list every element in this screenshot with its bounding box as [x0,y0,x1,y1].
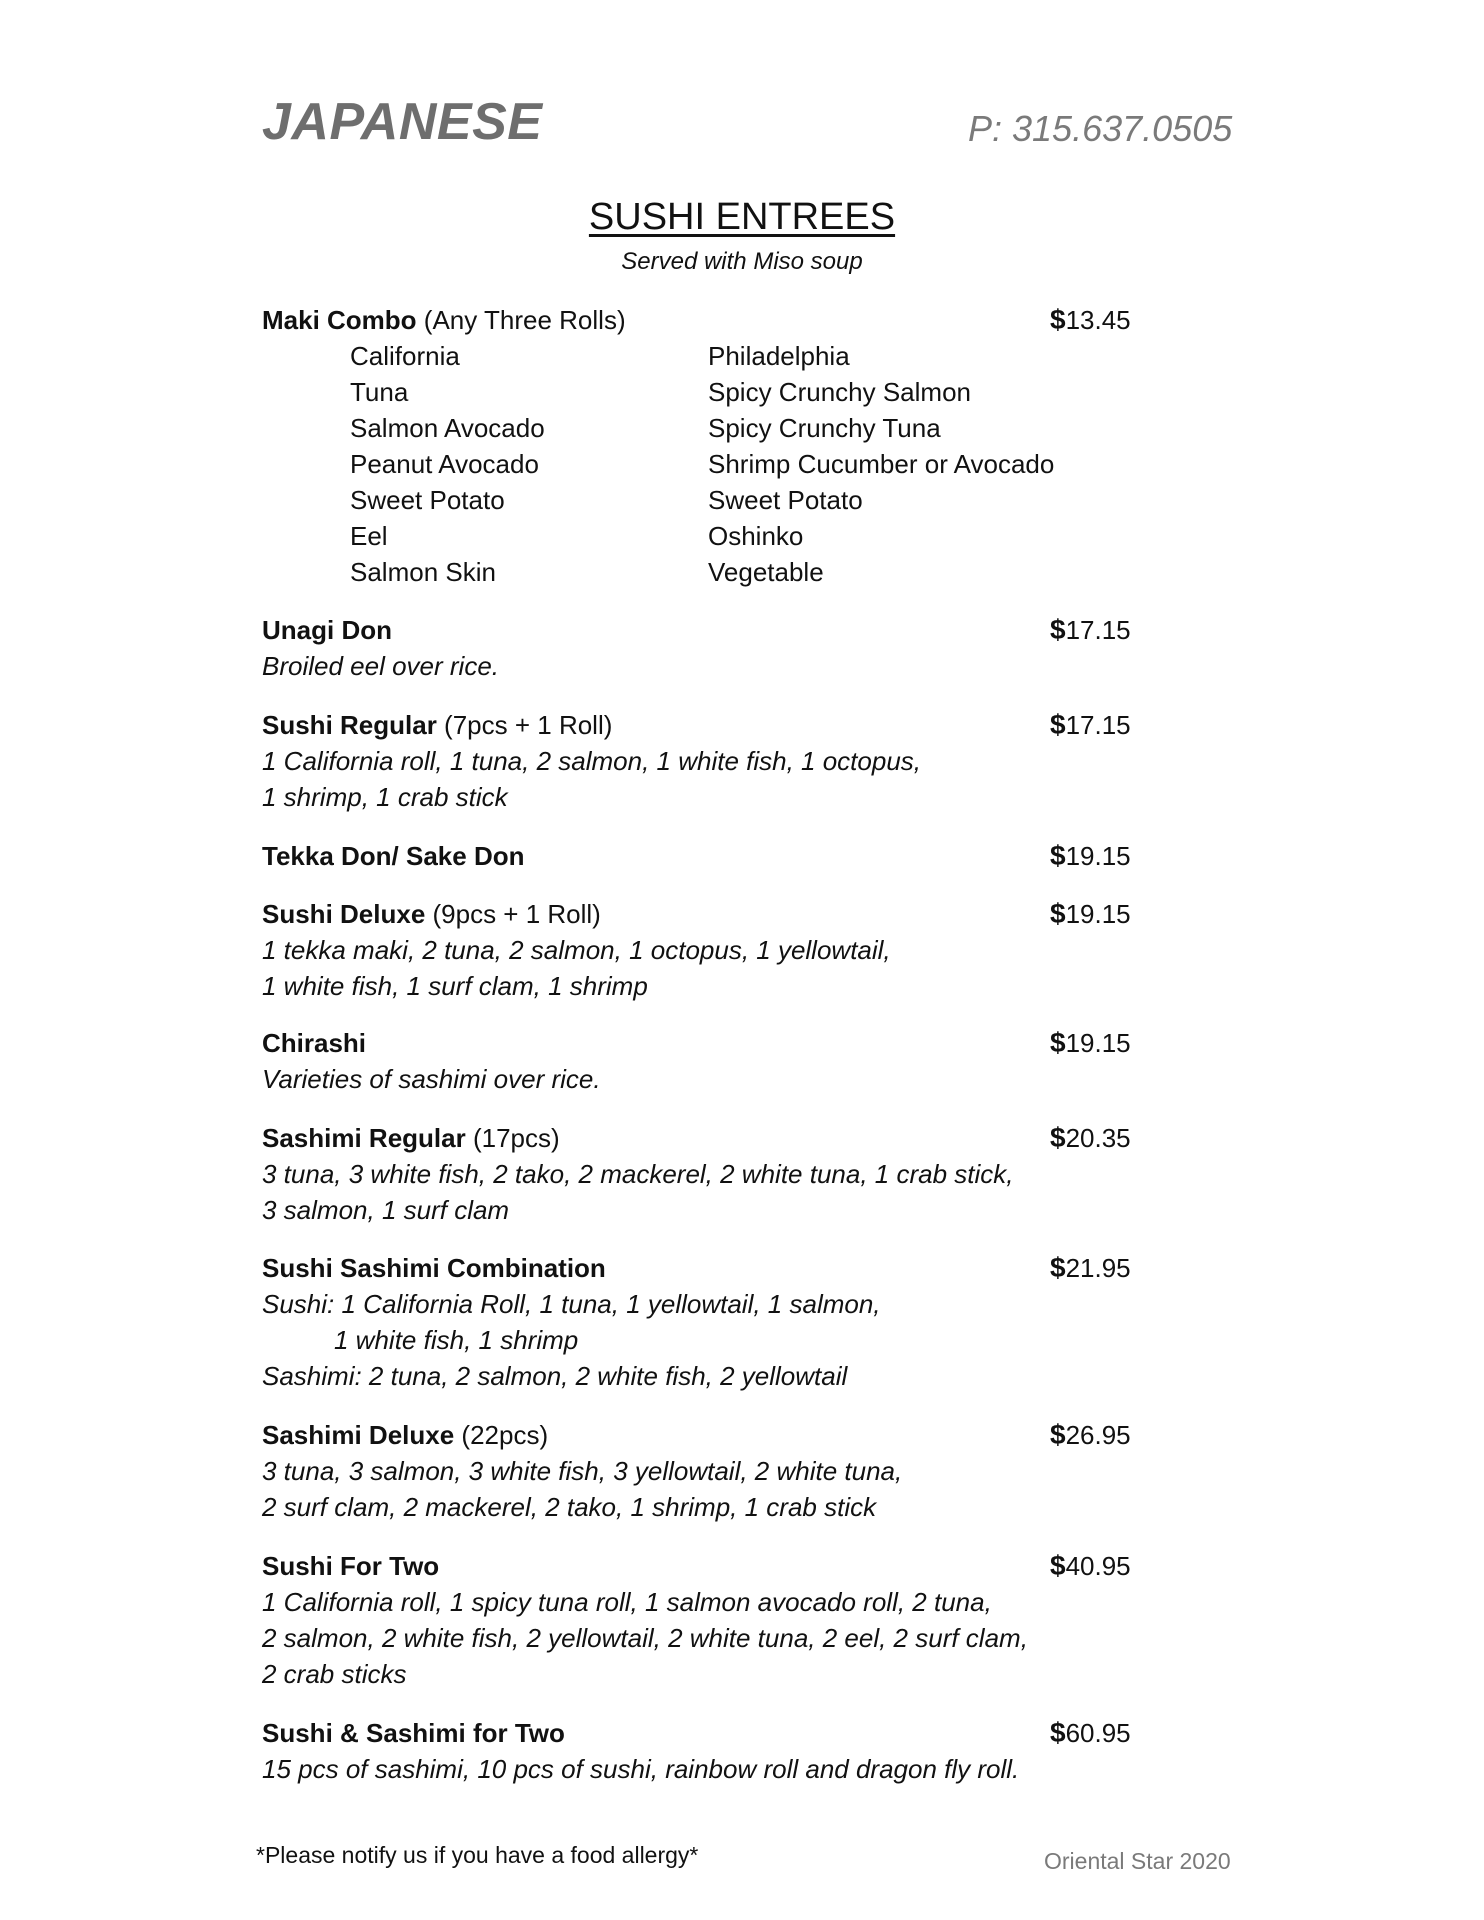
currency-symbol: $ [1050,1717,1066,1748]
currency-symbol: $ [1050,709,1066,740]
menu-item-description: 1 California roll, 1 spicy tuna roll, 1 salmon avocado roll, 2 tuna, [262,1587,992,1617]
menu-item-sushi-sashimi-for-two [262,1715,1142,1787]
menu-item-note: (9pcs + 1 Roll) [425,899,601,929]
menu-item-chirashi [262,1025,1142,1097]
menu-item-price [1050,838,1131,874]
menu-item-heading [262,1548,1142,1584]
currency-symbol: $ [1050,304,1066,335]
menu-item-price [1050,1025,1131,1061]
menu-item-price [1050,1417,1131,1453]
allergy-notice: *Please notify us if you have a food allergy* [256,1842,699,1868]
menu-item-description: 3 tuna, 3 white fish, 2 tako, 2 mackerel, 2 white tuna, 1 crab stick, [262,1159,1014,1189]
menu-item-sushi-sashimi-combination [262,1250,1142,1394]
menu-item-name: Sushi Deluxe [262,899,426,929]
roll-option: Peanut Avocado [350,449,539,479]
currency-symbol: $ [1050,1550,1066,1581]
menu-item-tekka-don [262,838,1142,874]
menu-item-price [1050,1548,1131,1584]
menu-item-description: Varieties of sashimi over rice. [262,1064,601,1094]
roll-option: Philadelphia [708,341,850,371]
menu-item-note: (Any Three Rolls) [416,305,626,335]
price-value: 19.15 [1065,899,1131,929]
price-value: 19.15 [1065,1028,1131,1058]
roll-options [262,338,1142,590]
currency-symbol: $ [1050,840,1066,871]
section-title: SUSHI ENTREES [588,196,896,238]
brand-footer: Oriental Star 2020 [1044,1848,1231,1874]
roll-option: Oshinko [708,521,804,551]
menu-item-name: Sashimi Deluxe [262,1420,455,1450]
menu-item-description: Sushi: 1 California Roll, 1 tuna, 1 yellowtail, 1 salmon, [262,1289,881,1319]
roll-option: Sweet Potato [350,485,505,515]
menu-item-note: (17pcs) [465,1123,560,1153]
menu-item-name: Sashimi Regular [262,1123,466,1153]
currency-symbol: $ [1050,1027,1066,1058]
menu-item-heading [262,1120,1142,1156]
menu-item-maki-combo [262,302,1142,590]
menu-item-price [1050,1120,1131,1156]
menu-item-heading [262,1715,1142,1751]
menu-item-heading [262,1417,1142,1453]
currency-symbol: $ [1050,1252,1066,1283]
roll-option: Salmon Avocado [350,413,545,443]
phone-number: P: 315.637.0505 [968,108,1233,149]
price-value: 17.15 [1065,710,1131,740]
menu-item-price [1050,302,1131,338]
menu-item-price [1050,1715,1131,1751]
menu-item-name: Maki Combo [262,305,417,335]
menu-item-heading [262,612,1142,648]
menu-item-description: 15 pcs of sashimi, 10 pcs of sushi, rainbow roll and dragon fly roll. [262,1754,1020,1784]
menu-item-name: Chirashi [262,1028,367,1058]
menu-item-description: Broiled eel over rice. [262,651,499,681]
menu-item-heading [262,896,1142,932]
menu-item-description: 1 white fish, 1 surf clam, 1 shrimp [262,971,648,1001]
price-value: 19.15 [1065,841,1131,871]
menu-item-heading [262,1250,1142,1286]
menu-item-description: 2 crab sticks [262,1659,407,1689]
menu-item-description: 1 tekka maki, 2 tuna, 2 salmon, 1 octopus, 1 yellowtail, [262,935,891,965]
menu-item-description: 2 surf clam, 2 mackerel, 2 tako, 1 shrimp, 1 crab stick [262,1492,877,1522]
roll-option: Shrimp Cucumber or Avocado [708,449,1055,479]
roll-options-right-column [708,338,1054,590]
menu-item-name: Sushi For Two [262,1551,440,1581]
roll-option: Tuna [350,377,409,407]
menu-item-description: 3 tuna, 3 salmon, 3 white fish, 3 yellowtail, 2 white tuna, [262,1456,903,1486]
menu-item-name: Unagi Don [262,615,392,645]
menu-item-price [1050,1250,1131,1286]
roll-option: Vegetable [708,557,824,587]
price-value: 26.95 [1065,1420,1131,1450]
menu-item-heading [262,707,1142,743]
roll-option: California [350,341,460,371]
price-value: 13.45 [1065,305,1131,335]
menu-item-description: 1 California roll, 1 tuna, 2 salmon, 1 white fish, 1 octopus, [262,746,922,776]
section-subtitle: Served with Miso soup [621,248,863,275]
price-value: 60.95 [1065,1718,1131,1748]
currency-symbol: $ [1050,1122,1066,1153]
menu-item-price [1050,707,1131,743]
roll-option: Sweet Potato [708,485,863,515]
menu-item-unagi-don [262,612,1142,684]
menu-item-description: Sashimi: 2 tuna, 2 salmon, 2 white fish, 2 yellowtail [262,1361,848,1391]
menu-item-name: Sushi Regular [262,710,437,740]
menu-item-note: (7pcs + 1 Roll) [436,710,613,740]
menu-item-sashimi-regular [262,1120,1142,1228]
price-value: 21.95 [1065,1253,1131,1283]
roll-option: Eel [350,521,388,551]
menu-item-description: 2 salmon, 2 white fish, 2 yellowtail, 2 white tuna, 2 eel, 2 surf clam, [262,1623,1028,1653]
roll-option: Spicy Crunchy Tuna [708,413,941,443]
roll-options-left-column [350,338,545,590]
menu-item-name: Sushi Sashimi Combination [262,1253,606,1283]
menu-item-note: (22pcs) [454,1420,549,1450]
menu-item-heading [262,1025,1142,1061]
currency-symbol: $ [1050,898,1066,929]
menu-item-description: 1 white fish, 1 shrimp [334,1325,579,1355]
menu-item-price [1050,896,1131,932]
menu-item-description: 3 salmon, 1 surf clam [262,1195,510,1225]
menu-item-price [1050,612,1131,648]
menu-item-name: Sushi & Sashimi for Two [262,1718,565,1748]
currency-symbol: $ [1050,614,1066,645]
roll-option: Salmon Skin [350,557,496,587]
price-value: 40.95 [1065,1551,1131,1581]
roll-option: Spicy Crunchy Salmon [708,377,971,407]
price-value: 20.35 [1065,1123,1131,1153]
currency-symbol: $ [1050,1419,1066,1450]
price-value: 17.15 [1065,615,1131,645]
menu-item-description: 1 shrimp, 1 crab stick [262,782,508,812]
menu-item-sushi-deluxe [262,896,1142,1004]
menu-item-sushi-for-two [262,1548,1142,1692]
menu-item-sashimi-deluxe [262,1417,1142,1525]
menu-item-heading [262,302,1142,338]
cuisine-title: JAPANESE [262,93,543,151]
menu-item-heading [262,838,1142,874]
menu-item-sushi-regular [262,707,1142,815]
menu-item-name: Tekka Don/ Sake Don [262,841,525,871]
